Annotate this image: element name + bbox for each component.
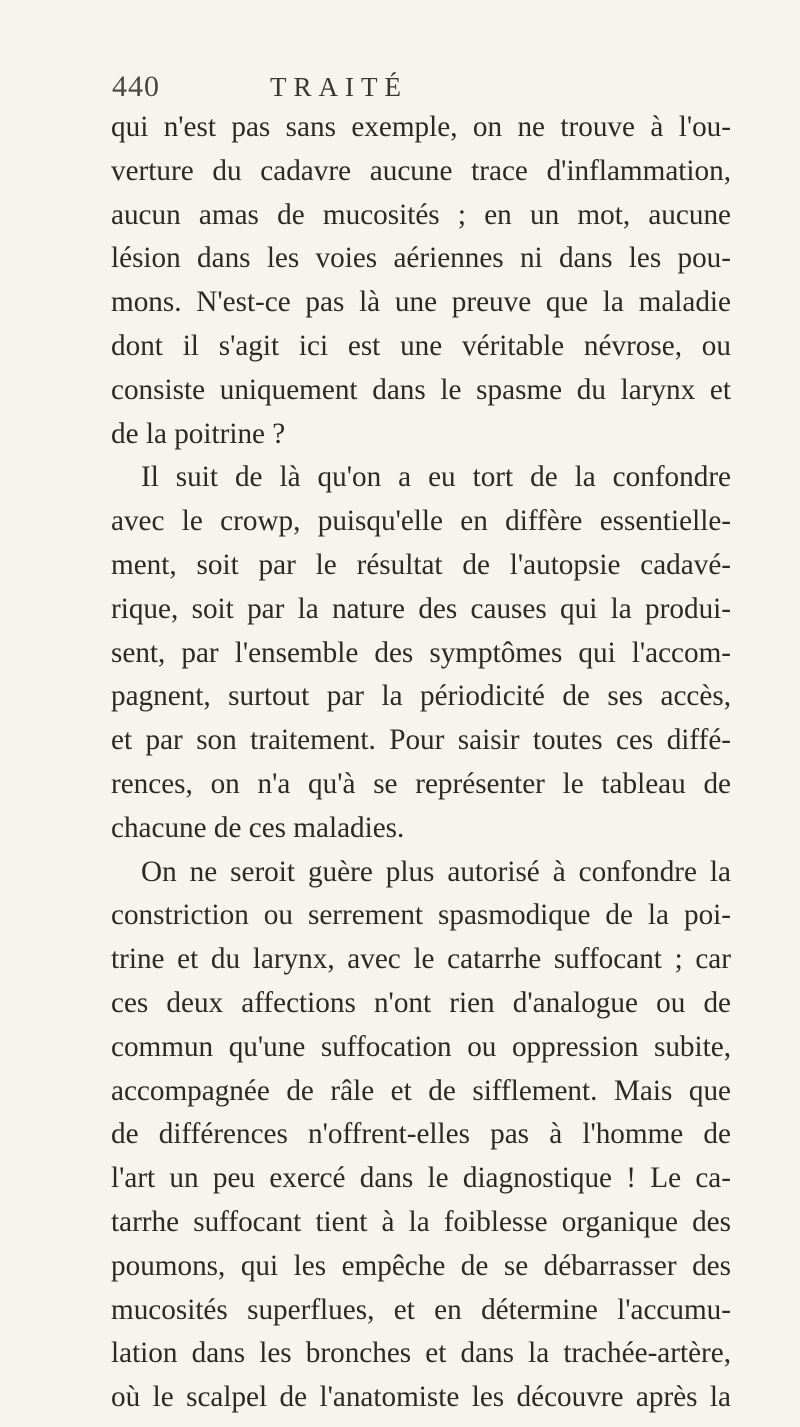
text-line: sent, par l'ensemble des symptômes qui l'accom-	[111, 636, 731, 669]
text-line: dont il s'agit ici est une véritable névrose, ou	[111, 329, 731, 362]
text-line: de différences n'offrent-elles pas à l'homme de	[111, 1118, 731, 1151]
text-line: ment, soit par le résultat de l'autopsie cadavé-	[111, 548, 731, 581]
text-line: tarrhe suffocant tient à la foiblesse organique des	[111, 1205, 731, 1238]
running-head	[112, 70, 712, 110]
text-line: pagnent, surtout par la périodicité de ses accès,	[111, 680, 731, 713]
text-line: rences, on n'a qu'à se représenter le tableau de	[111, 767, 731, 800]
running-title: TRAITÉ	[270, 72, 408, 102]
text-line: commun qu'une suffocation ou oppression subite,	[111, 1030, 731, 1063]
text-line: accompagnée de râle et de sifflement. Mais que	[111, 1074, 731, 1107]
body-text	[111, 106, 731, 1420]
text-line: trine et du larynx, avec le catarrhe suffocant ; car	[111, 943, 731, 976]
text-line: Il suit de là qu'on a eu tort de la confondre	[141, 461, 731, 494]
page-number: 440	[112, 70, 160, 103]
text-line: l'art un peu exercé dans le diagnostique ! Le ca-	[111, 1162, 731, 1195]
text-line: de la poitrine ?	[111, 417, 286, 450]
text-line: rique, soit par la nature des causes qui la produi-	[111, 592, 731, 625]
text-line: verture du cadavre aucune trace d'inflammation,	[111, 154, 731, 187]
text-line: aucun amas de mucosités ; en un mot, aucune	[111, 198, 731, 231]
text-line: lésion dans les voies aériennes ni dans les pou-	[111, 242, 731, 275]
text-line: On ne seroit guère plus autorisé à confondre la	[141, 855, 731, 888]
text-line: constriction ou serrement spasmodique de la poi-	[111, 899, 731, 932]
text-line: lation dans les bronches et dans la trachée-artère,	[111, 1337, 731, 1370]
text-line: où le scalpel de l'anatomiste les découvre après la	[111, 1381, 731, 1414]
text-line: ces deux affections n'ont rien d'analogue ou de	[111, 986, 731, 1019]
text-line: poumons, qui les empêche de se débarrasser des	[111, 1249, 731, 1282]
text-line: et par son traitement. Pour saisir toutes ces diffé-	[111, 724, 731, 757]
text-line: qui n'est pas sans exemple, on ne trouve à l'ou-	[111, 111, 731, 143]
text-line: mons. N'est-ce pas là une preuve que la maladie	[111, 286, 731, 319]
text-line: avec le crowp, puisqu'elle en diffère essentielle-	[111, 505, 731, 538]
text-line: consiste uniquement dans le spasme du larynx et	[111, 373, 731, 406]
text-line: chacune de ces maladies.	[111, 811, 405, 844]
text-line: mucosités superflues, et en détermine l'accumu-	[111, 1293, 731, 1326]
